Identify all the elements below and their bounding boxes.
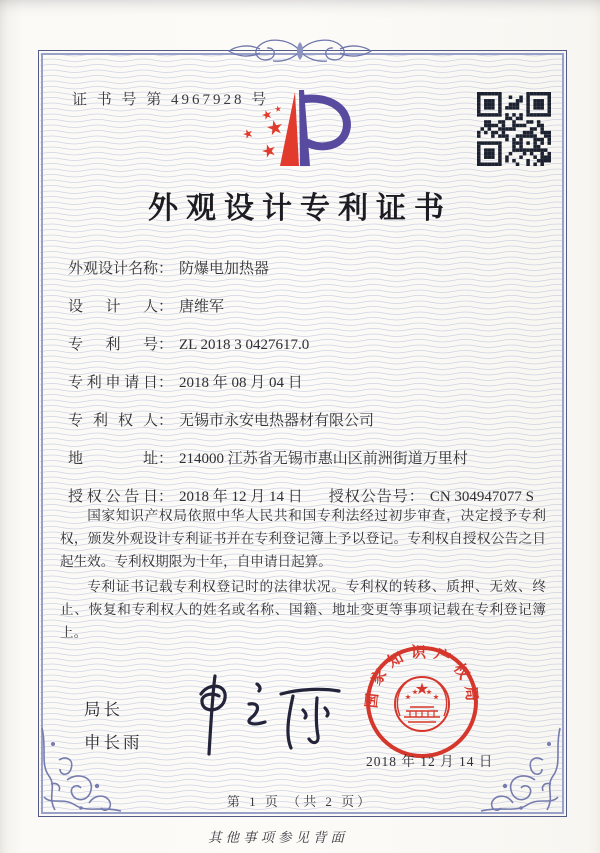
- field-value: 无锡市永安电热器材有限公司: [179, 413, 375, 429]
- field-address: 地址 ： 214000 江苏省无锡市惠山区前洲街道万里村: [68, 442, 546, 480]
- field-designer: 设计人 ： 唐维军: [68, 290, 546, 328]
- legal-text: [60, 505, 546, 648]
- field-grant-date-and-number: 授权公告日 ： 2018 年 12 月 14 日 授权公告号 ： CN 304947077 S: [68, 480, 546, 518]
- svg-text:国家知识产权局: [362, 643, 481, 709]
- field-application-date: 专利申请日 ： 2018 年 08 月 04 日: [68, 366, 546, 404]
- field-label: 专利权人: [68, 413, 158, 429]
- page-number: 第 1 页 （共 2 页）: [226, 794, 374, 809]
- field-value: 2018 年 12 月 14 日: [179, 489, 303, 505]
- field-label: 专利号: [68, 337, 158, 353]
- field-value: 214000 江苏省无锡市惠山区前洲街道万里村: [179, 451, 468, 467]
- legal-paragraph-1: 国家知识产权局依照中华人民共和国专利法经过初步审查，决定授予专利权，颁发外观设计专利证书并在专利登记簿上予以登记。专利权自授权公告之日起生效。专利权期限为十年，自申请日起算。: [60, 508, 546, 569]
- field-label: 外观设计名称: [68, 261, 159, 277]
- legal-paragraph-2: 专利证书记载专利权登记时的法律状况。专利权的转移、质押、无效、终止、恢复和专利权人的姓名或名称、国籍、地址变更等事项记载在专利登记簿上。: [60, 579, 546, 641]
- certificate-title: 外观设计专利证书: [148, 192, 452, 225]
- official-seal-icon: [362, 642, 482, 762]
- qr-code-icon: [477, 92, 551, 166]
- official-name: 申长雨: [84, 733, 143, 752]
- official-block: [84, 696, 143, 753]
- official-title: 局长: [84, 700, 123, 719]
- field-value: CN 304947077 S: [429, 489, 534, 505]
- field-label: 授权公告日: [68, 489, 158, 505]
- grant-date-stamp: 2018 年 12 月 14 日: [366, 754, 494, 769]
- field-label: 授权公告号: [328, 489, 409, 505]
- field-value: 防爆电加热器: [179, 261, 270, 277]
- field-value: 唐维军: [179, 299, 225, 315]
- seal-ring-text: 国家知识产权局: [364, 645, 480, 709]
- field-design-name: 外观设计名称 ： 防爆电加热器: [68, 252, 546, 290]
- field-patent-number: 专利号 ： ZL 2018 3 0427617.0: [68, 328, 546, 366]
- cnipa-logo-icon: [238, 86, 363, 172]
- field-list: [68, 252, 546, 518]
- certificate-number: 证 书 号 第 4967928 号: [72, 92, 270, 108]
- field-label: 地址: [68, 451, 158, 467]
- director-signature: [185, 666, 350, 766]
- field-patentee: 专利权人 ： 无锡市永安电热器材有限公司: [68, 404, 546, 442]
- back-side-note: 其他事项参见背面: [208, 830, 348, 845]
- field-label: 设计人: [68, 299, 158, 315]
- field-value: ZL 2018 3 0427617.0: [179, 337, 310, 353]
- field-label: 专利申请日: [68, 375, 158, 391]
- field-value: 2018 年 08 月 04 日: [179, 375, 303, 391]
